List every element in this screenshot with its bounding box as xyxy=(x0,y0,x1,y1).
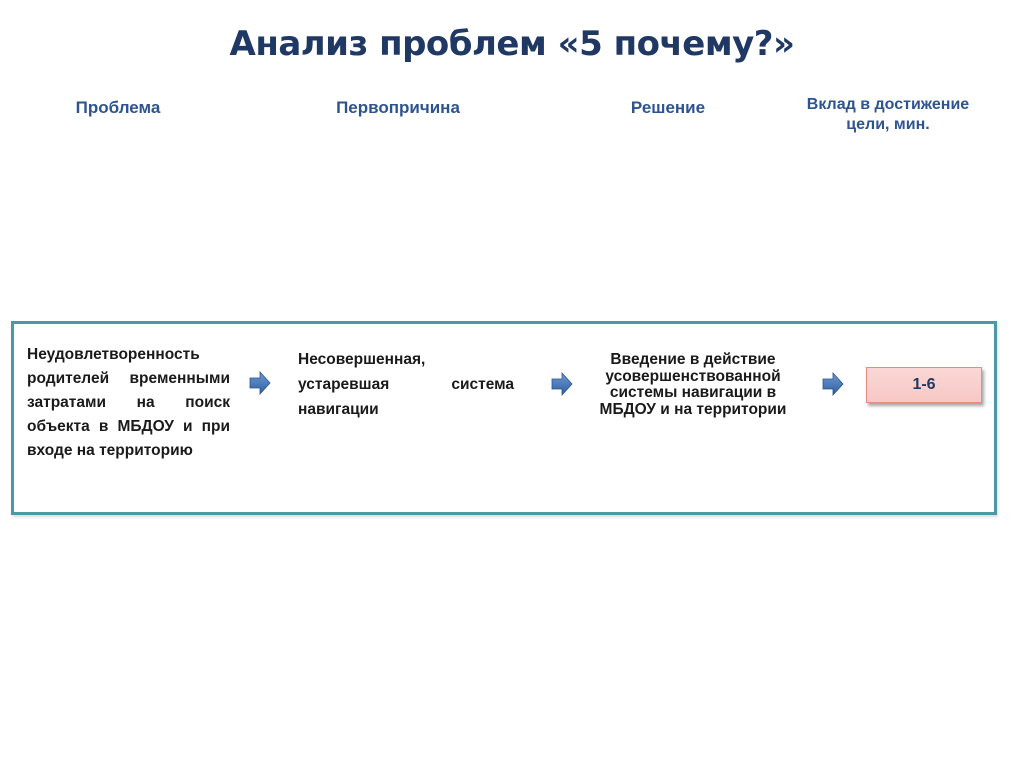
right-arrow-icon xyxy=(249,371,271,395)
slide-title: Анализ проблем «5 почему?» xyxy=(229,24,795,64)
root-cause-text: Несовершенная, устаревшая система навигации xyxy=(298,351,514,418)
contribution-value-box xyxy=(866,367,982,403)
header-solution: Решение xyxy=(630,98,706,117)
right-arrow-icon xyxy=(822,372,844,396)
solution-text: Введение в действие усовершенствованной системы навигации в МБДОУ и на территории xyxy=(599,351,787,418)
header-root-cause: Первопричина xyxy=(336,98,460,117)
right-arrow-icon xyxy=(551,372,573,396)
contribution-value: 1-6 xyxy=(912,376,936,393)
problem-text: Неудовлетворенность родителей временными затратами на поиск объекта в МБДОУ и при входе на территорию xyxy=(27,346,230,459)
header-problem: Проблема xyxy=(75,98,161,117)
header-contribution: Вклад в достижение цели, мин. xyxy=(806,96,970,133)
